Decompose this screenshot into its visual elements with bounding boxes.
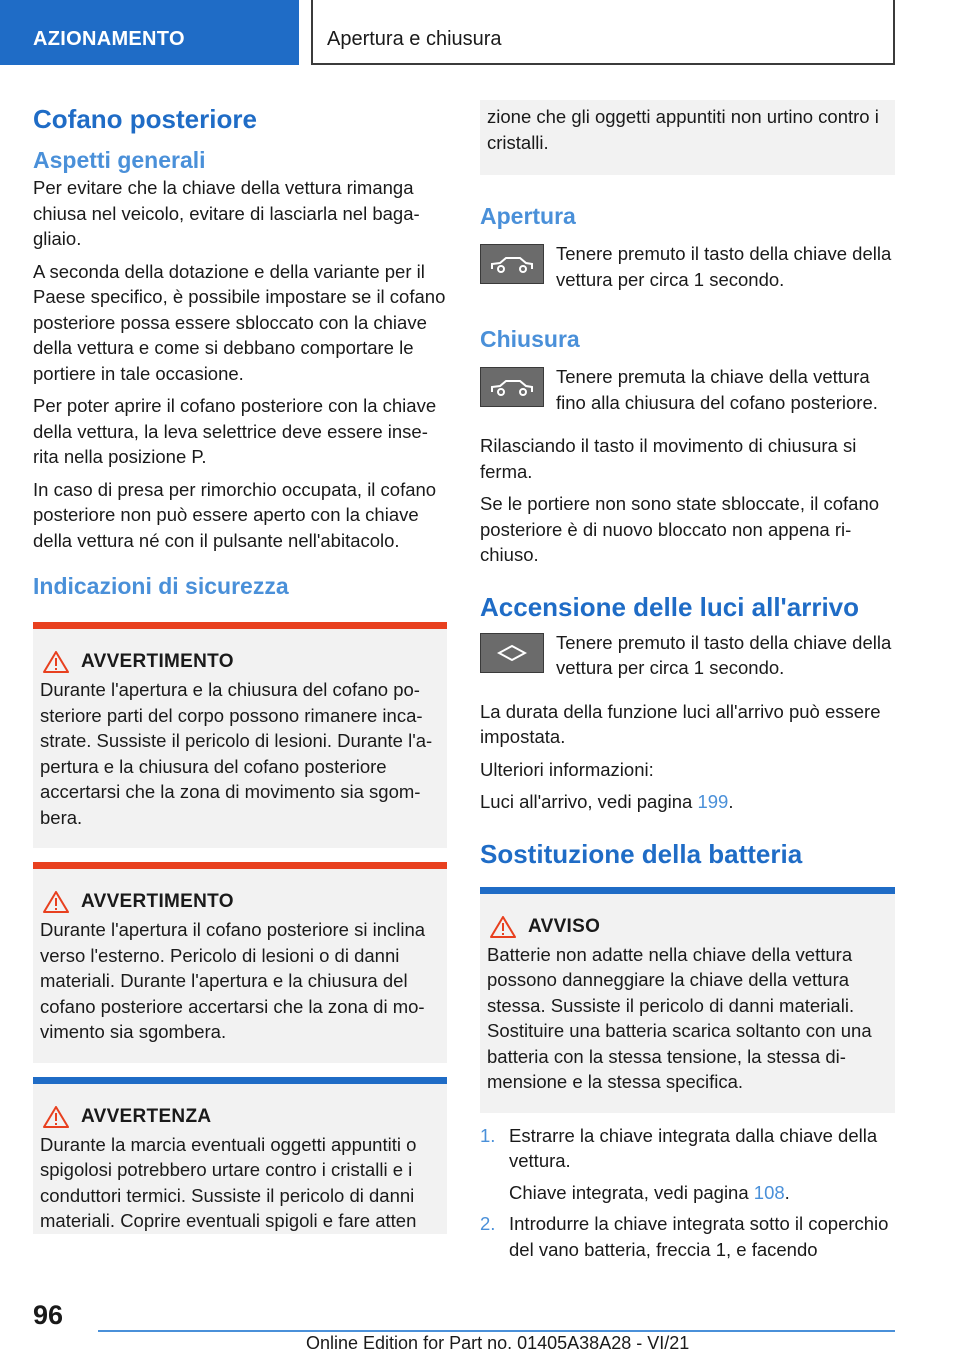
battery-heading: Sostituzione della batteria <box>480 838 803 869</box>
car-trunk-key-icon <box>480 244 544 284</box>
warning-triangle-icon <box>43 1106 69 1128</box>
closing-heading: Chiusura <box>480 326 580 352</box>
warning-box-1 <box>33 622 447 848</box>
step-number: 2. <box>480 1213 496 1234</box>
opening-instruction <box>480 241 895 292</box>
step-ref-page-link[interactable]: 108 <box>753 1181 785 1203</box>
notice-box <box>480 887 895 1113</box>
general-para-1: Per evitare che la chiave della vettura rimanga chiusa nel veicolo, evitare di lasciarla nel bagagliaio. <box>33 177 420 249</box>
chapter-tab <box>311 0 895 65</box>
opening-heading: Apertura <box>480 203 576 229</box>
warning-box-2 <box>33 862 447 1063</box>
chapter-label: Apertura e chiusura <box>327 28 502 50</box>
closing-para-1: Rilasciando il tasto il movimento di chiusura si ferma. <box>480 435 857 482</box>
section-label: AZIONAMENTO <box>33 28 185 50</box>
arrival-para-2: Ulteriori informazioni: <box>480 758 654 780</box>
safety-heading: Indicazioni di sicurezza <box>33 573 289 599</box>
edition-note: Online Edition for Part no. 01405A38A28 - VI/21 <box>306 1333 690 1353</box>
headlight-key-icon <box>480 633 544 673</box>
step-ref-text: Chiave integrata, vedi pagina <box>509 1181 754 1203</box>
step-text: Estrarre la chiave integrata dalla chiave della vettura. <box>509 1124 878 1171</box>
footer-divider <box>98 1330 895 1332</box>
car-trunk-key-icon <box>480 367 544 407</box>
page-title: Cofano posteriore <box>33 104 257 134</box>
warning-triangle-icon <box>43 891 69 913</box>
arrival-heading: Accensione delle luci all'arrivo <box>480 591 860 622</box>
warning-text: Durante l'apertura e la chiusura del cofano posteriore parti del corpo possono rimanere incastrate. Sussiste il pericolo di lesioni. Durante l'apertura e la chiusura del cofano posteriore accertarsi che la zona di movimento sia sgombera. <box>40 679 433 828</box>
section-tab <box>0 0 299 65</box>
left-column <box>33 100 447 1234</box>
warning-triangle-icon <box>490 916 516 938</box>
warning-text: Durante l'apertura il cofano posteriore si inclina verso l'esterno. Pericolo di lesioni o di danni materiali. Durante l'apertura e la chiusura del cofano posteriore accertarsi che la zona di movimento sia sgombera. <box>40 919 426 1042</box>
general-para-4: In caso di presa per rimorchio occupata, il cofano posteriore non può essere aperto con la chiave della vettura né con il pulsante nell'abitacolo. <box>33 478 437 551</box>
warning-triangle-icon <box>43 651 69 673</box>
warning-bar <box>33 622 447 629</box>
step-text: Introdurre la chiave integrata sotto il coperchio del vano batteria, freccia 1, e facendo <box>509 1213 889 1260</box>
closing-para-2: Se le portiere non sono state sbloccate, il cofano posteriore è di nuovo bloccato non appena richiuso. <box>480 493 880 565</box>
arrival-para-1: La durata della funzione luci all'arrivo può essere impostata. <box>480 700 881 747</box>
caution-text: Durante la marcia eventuali oggetti appuntiti o spigolosi potrebbero urtare contro i cristalli e i conduttori termici. Sussiste il pericolo di danni materiali. Coprire eventuali spigoli e fare atten <box>40 1133 417 1231</box>
list-item <box>480 1211 895 1262</box>
caution-bar <box>33 1077 447 1084</box>
arrival-reference: Luci all'arrivo, vedi pagina 199. <box>480 791 734 812</box>
warning-label: AVVERTIMENTO <box>81 651 234 672</box>
opening-text: Tenere premuto il tasto della chiave della vettura per circa 1 secondo. <box>556 243 892 290</box>
general-heading: Aspetti generali <box>33 147 206 173</box>
step-reference: Chiave integrata, vedi pagina 108. <box>509 1181 790 1203</box>
arrival-text: Tenere premuto il tasto della chiave della vettura per circa 1 secondo. <box>556 631 892 678</box>
caution-label: AVVERTENZA <box>81 1105 212 1127</box>
steps-list <box>480 1123 895 1263</box>
arrival-instruction <box>480 630 895 681</box>
general-para-2: A seconda della dotazione e della variante per il Paese specifico, è possibile impostare se il cofano posteriore possa essere sbloccato con la chiave della vettura e come si debbano comportare le portiere in tale occasione. <box>33 260 446 384</box>
page-number: 96 <box>33 1300 64 1330</box>
caution-box <box>33 1077 447 1234</box>
notice-label: AVVISO <box>528 915 601 937</box>
closing-text: Tenere premuta la chiave della vettura fino alla chiusura del cofano posteriore. <box>556 366 878 413</box>
general-para-3: Per poter aprire il cofano posteriore con la chiave della vettura, la leva selettrice deve essere inserita nella posizione P. <box>33 395 437 467</box>
caution-box-continued <box>480 100 895 175</box>
list-item <box>480 1123 895 1206</box>
warning-label: AVVERTIMENTO <box>81 891 234 912</box>
step-number: 1. <box>480 1124 496 1146</box>
right-column <box>480 100 895 1268</box>
warning-bar <box>33 862 447 869</box>
notice-text: Batterie non adatte nella chiave della vettura possono danneggiare la chiave della vettura stessa. Sussiste il pericolo di danni materiali. Sostituire una batteria scarica soltanto con una batteria con la stessa tensione, la stessa dimensione e la stessa specifica. <box>487 943 872 1092</box>
arrival-ref-page-link[interactable]: 199 <box>697 791 729 812</box>
arrival-ref-text: Luci all'arrivo, vedi pagina <box>480 791 698 812</box>
notice-bar <box>480 887 895 894</box>
caution-text-continued: zione che gli oggetti appuntiti non urtino contro i cristalli. <box>487 106 879 153</box>
closing-instruction <box>480 364 895 415</box>
